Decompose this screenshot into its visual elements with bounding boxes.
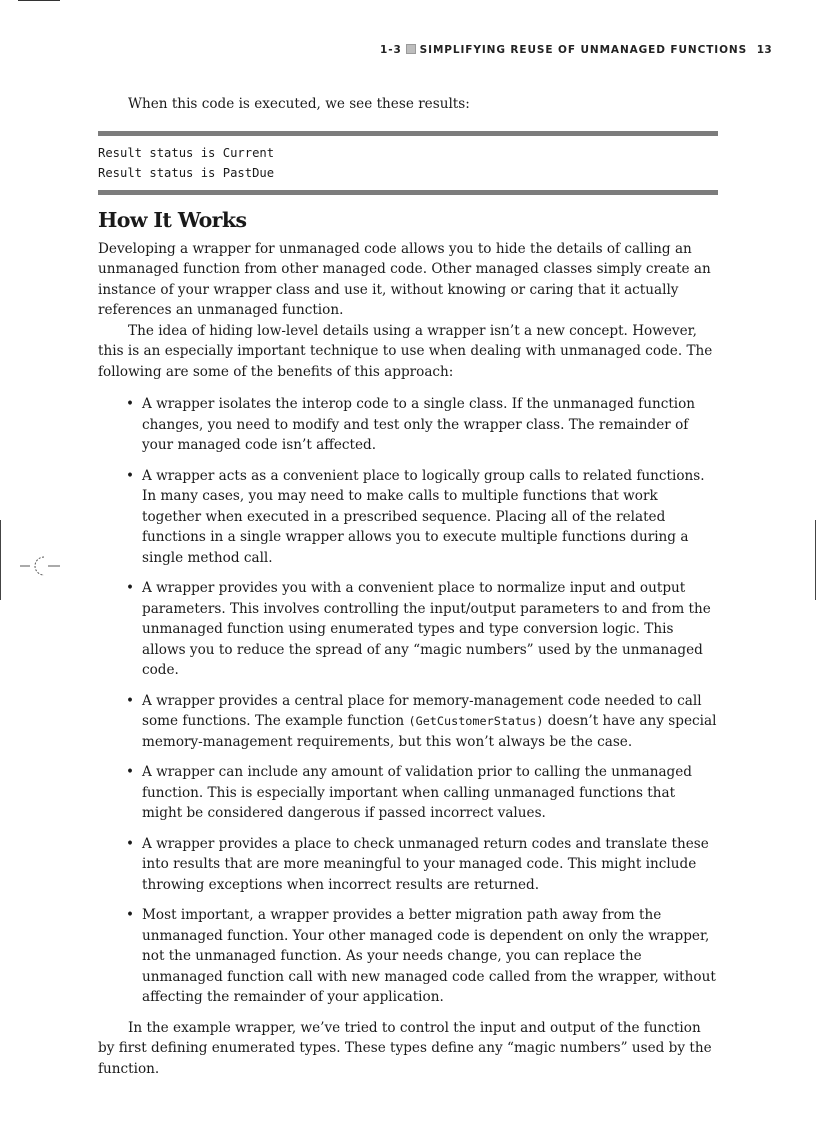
left-margin-rule: [0, 520, 1, 600]
separator-square-icon: [406, 44, 416, 54]
bullet-icon: •: [126, 580, 135, 596]
list-item: [98, 762, 718, 824]
bullet-icon: •: [126, 835, 135, 852]
list-item-text: Most important, a wrapper provides a better migration path away from the unmanaged function. Your other managed code is dependent on only the wrapper, not the unmanaged function. As your needs change, you can replace the unmanaged function call with new managed code called from the wrapper, without affecting the remainder of your application.: [142, 907, 716, 1005]
running-header: [380, 44, 772, 60]
inline-code: (GetCustomerStatus): [408, 714, 544, 728]
list-item: [98, 905, 718, 1008]
top-crop-rule: [18, 0, 60, 1]
intro-paragraph: When this code is executed, we see these results:: [128, 96, 470, 112]
list-item-text: [142, 693, 716, 750]
list-item: [98, 578, 718, 681]
list-item: [98, 466, 718, 569]
page-body: [98, 94, 718, 1079]
benefits-list: [98, 394, 718, 1008]
header-section: [380, 44, 747, 56]
list-item-text-before: A wrapper provides a central place for memory-management code needed to call some functions. The example function: [142, 692, 702, 729]
list-item-text: A wrapper provides a place to check unmanaged return codes and translate these into results that are more meaningful to your managed code. This might include throwing exceptions when incorrect results are returned.: [142, 835, 709, 893]
bullet-icon: •: [126, 907, 135, 923]
code-line: Result status is PastDue: [98, 166, 275, 180]
list-item-text-after: doesn’t have any special memory-management requirements, but this won’t always be the case.: [142, 713, 717, 750]
page-number: 13: [756, 44, 772, 56]
list-item: [98, 691, 718, 753]
closing-paragraph: In the example wrapper, we’ve tried to control the input and output of the function by first defining enumerated types. These types define any “magic numbers” used by the function.: [98, 1019, 712, 1077]
bullet-icon: •: [126, 764, 135, 780]
list-item-text: A wrapper acts as a convenient place to logically group calls to related functions. In many cases, you may need to make calls to multiple functions that work together when executed in a prescribed sequence. Placing all of the related functions in a single wrapper allows you to execute multiple functions during a single method call.: [142, 467, 705, 566]
section-title: SIMPLIFYING REUSE OF UNMANAGED FUNCTIONS: [419, 44, 748, 56]
paragraph-benefits-intro: The idea of hiding low-level details using a wrapper isn’t a new concept. However, this is an especially important technique to use when dealing with unmanaged code. The following are some of the benefits of this approach:: [98, 322, 713, 380]
list-item-text: A wrapper provides you with a convenient place to normalize input and output parameters. This involves controlling the input/output parameters to and from the unmanaged function using enumerated types and type conversion logic. This allows you to reduce the spread of any “magic numbers” used by the unmanaged code.: [142, 580, 711, 678]
section-heading: How It Works: [98, 207, 247, 232]
bullet-icon: •: [126, 467, 135, 484]
section-number: 1-3: [380, 44, 402, 56]
bullet-icon: •: [126, 396, 135, 412]
code-output-block: [98, 131, 718, 195]
bullet-icon: •: [126, 692, 135, 709]
code-line: Result status is Current: [98, 145, 275, 160]
paragraph-wrapper-intro: Developing a wrapper for unmanaged code allows you to hide the details of calling an unmanaged function from other managed code. Other managed classes simply create an instance of your wrapper class and use it, without knowing or caring that it actually references an unmanaged function.: [98, 240, 711, 318]
list-item-text: A wrapper can include any amount of validation prior to calling the unmanaged function. This is especially important when calling unmanaged functions that might be considered dangerous if passed incorrect values.: [142, 764, 693, 821]
list-item: [98, 834, 718, 896]
list-item-text: A wrapper isolates the interop code to a single class. If the unmanaged function changes, you need to modify and test only the wrapper class. The remainder of your managed code isn’t affected.: [142, 396, 696, 453]
list-item: [98, 394, 718, 456]
registration-mark-icon: [20, 553, 64, 579]
